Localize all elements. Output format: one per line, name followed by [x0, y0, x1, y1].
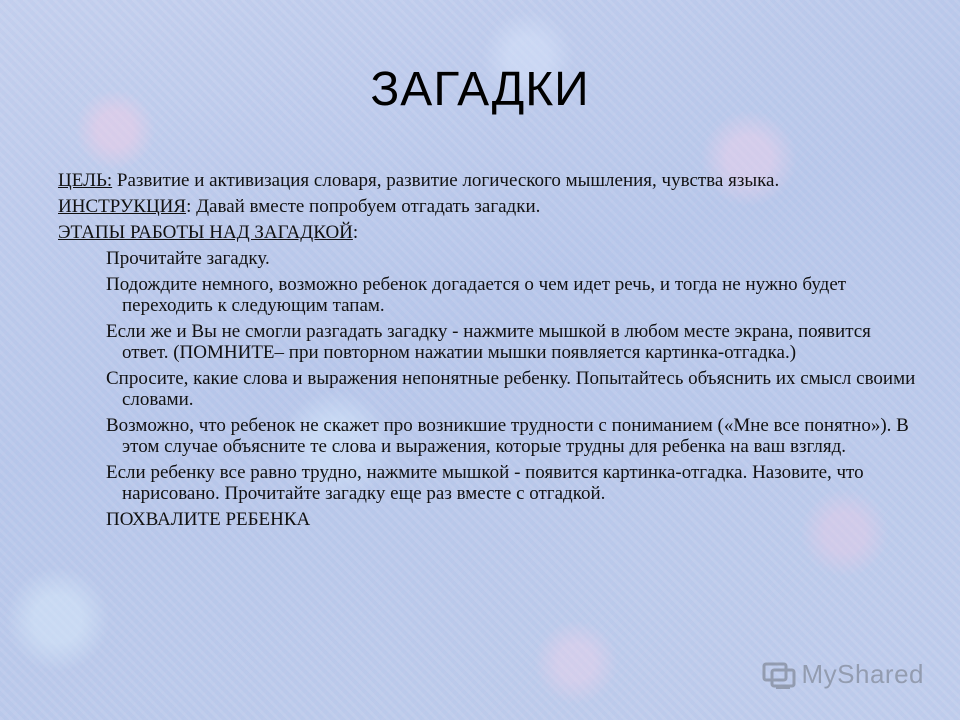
slide-title: ЗАГАДКИ: [370, 63, 590, 116]
stages-text: :: [352, 222, 359, 243]
stages-label: ЭТАПЫ РАБОТЫ НАД ЗАГАДКОЙ: [58, 222, 353, 243]
step-item: Если ребенку все равно трудно, нажмите мышкой - появится картинка-отгадка. Назовите, что нарисовано. Прочитайте загадку еще раз вместе с отгадкой.: [106, 462, 864, 504]
step-item: ПОХВАЛИТЕ РЕБЕНКА: [106, 509, 311, 530]
watermark-text: MyShared: [801, 659, 924, 689]
instruction-text: : Давай вместе попробуем отгадать загадки.: [186, 196, 541, 217]
slide-content: [58, 170, 918, 535]
step-item: Спросите, какие слова и выражения непонятные ребенку. Попытайтесь объяснить их смысл своими словами.: [106, 368, 916, 410]
step-item: Возможно, что ребенок не скажет про возникшие трудности с пониманием («Мне все понятно»). В этом случае объясните те слова и выражения, которые трудны для ребенка на ваш взгляд.: [106, 415, 909, 457]
step-item: Если же и Вы не смогли разгадать загадку - нажмите мышкой в любом месте экрана, появится ответ. (ПОМНИТЕ– при повторном нажатии мышки появляется картинка-отгадка.): [106, 321, 871, 363]
watermark: [762, 659, 925, 690]
step-item: Прочитайте загадку.: [106, 248, 270, 269]
instruction-paragraph: [58, 196, 918, 217]
goal-label: ЦЕЛЬ:: [58, 170, 113, 191]
stages-paragraph: [58, 222, 918, 243]
goal-paragraph: [58, 170, 918, 191]
goal-text: Развитие и активизация словаря, развитие логического мышления, чувства языка.: [112, 170, 780, 191]
instruction-label: ИНСТРУКЦИЯ: [58, 196, 187, 217]
myshared-logo-icon: [762, 660, 796, 690]
step-item: Подождите немного, возможно ребенок догадается о чем идет речь, и тогда не нужно будет переходить к следующим тапам.: [106, 274, 847, 316]
